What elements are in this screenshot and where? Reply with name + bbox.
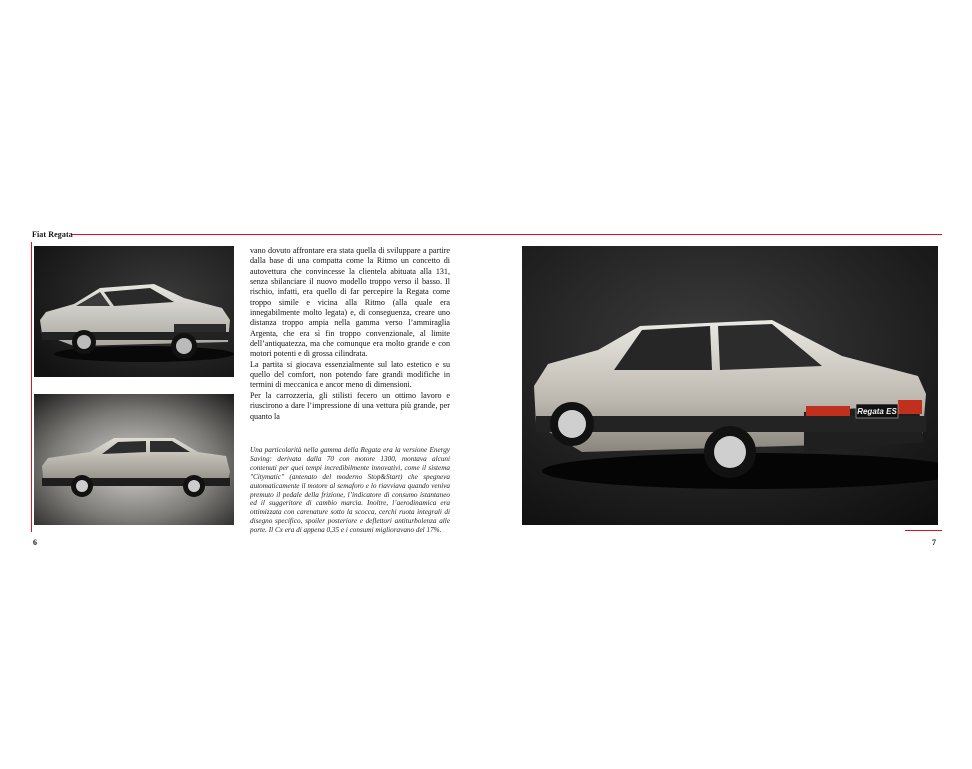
page-number-right: 7 bbox=[932, 538, 936, 547]
body-text bbox=[250, 246, 450, 422]
photo-badge: Regata ES bbox=[857, 407, 897, 416]
car-photo-side-profile bbox=[34, 394, 234, 525]
left-margin-rule bbox=[31, 242, 32, 532]
footer-rule-right bbox=[905, 530, 942, 531]
body-paragraph: La partita si giocava essenzialmente sul lato estetico e su quello del comfort, non potendo fare grandi modifiche in termini di meccanica e ancor meno di dimensioni. bbox=[250, 359, 450, 390]
photo-caption: Una particolarità nella gamma della Regata era la versione Energy Saving: derivata dalla 70 con motore 1300, montava alcuni contenuti per quei tempi incredibilmente innovativi, come il sistema "Citymatic" (antenato del moderno Stop&Start) che spegneva automaticamente il motore al semaforo e lo riavviava quando veniva premuto il pedale della frizione, l’indicatore di consumo istantaneo ed il suggeritore di cambio marcia. Inoltre, l’aerodinamica era ottimizzata con carenature sotto la scocca, cerchi ruota integrali di disegno specifico, spoiler posteriore e deflettori antiturbolenza alle porte. Il Cx era di appena 0,35 e i consumi miglioravano del 17%. bbox=[250, 446, 450, 535]
car-photo-rear-three-quarter bbox=[522, 246, 938, 525]
header-rule bbox=[72, 234, 942, 235]
page-number-left: 6 bbox=[33, 538, 37, 547]
car-photo-front-three-quarter bbox=[34, 246, 234, 377]
body-paragraph: Per la carrozzeria, gli stilisti fecero un ottimo lavoro e riuscirono a dare l’impressione di una vettura più grande, per quanto la bbox=[250, 390, 450, 421]
running-title: Fiat Regata bbox=[32, 230, 73, 239]
body-paragraph: vano dovuto affrontare era stata quella di sviluppare a partire dalla base di una compatta come la Ritmo un concetto di autovettura che convincesse la clientela abituata alla 131, senza sbilanciare il nuovo modello troppo verso il basso. Il rischio, infatti, era quello di far percepire la Regata come troppo simile e vicina alla Ritmo (alla quale era innegabilmente molto legata) e, di conseguenza, creare uno distanza troppo ampia nella gamma verso l’ammiraglia Argenta, che era sì fin troppo convenzionale, al limite dell’antiquatezza, ma che comunque era molto grande e con motori potenti e di grossa cilindrata. bbox=[250, 246, 450, 359]
